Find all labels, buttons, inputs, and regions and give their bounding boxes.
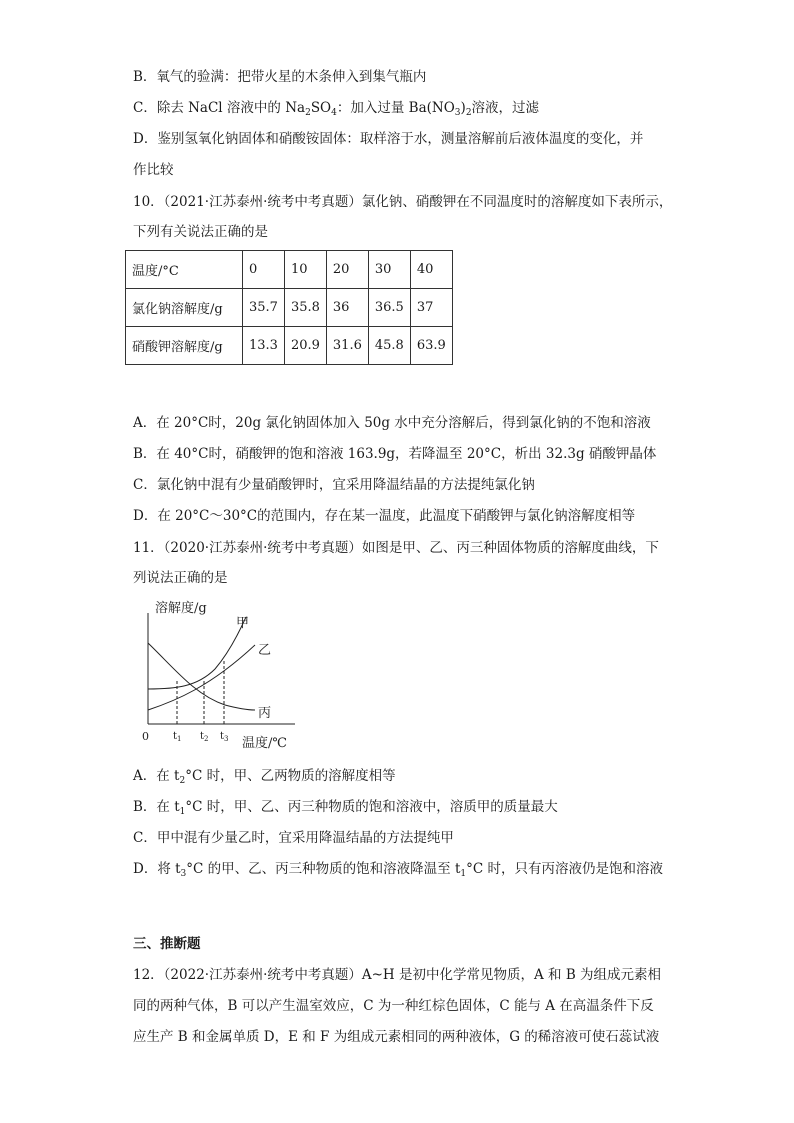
- table-cell: 20.9: [284, 327, 326, 365]
- solubility-table: [125, 250, 453, 365]
- solubility-curve-figure: [135, 597, 305, 757]
- table-cell: 20: [326, 251, 368, 289]
- q9-option-c: C．除去 NaCl 溶液中的 $Na_2SO_4$：加入过量 $Ba(NO_3)_2$溶液，过滤: [133, 100, 540, 118]
- q11-option-c: C．甲中混有少量乙时，宜采用降温结晶的方法提纯甲: [133, 830, 454, 846]
- curve-jia: [148, 617, 246, 689]
- table-cell: 63.9: [410, 327, 452, 365]
- table-cell: 氯化钠溶解度/g: [126, 289, 243, 327]
- origin-label: 0: [142, 730, 149, 743]
- q11-stem-line2: 列说法正确的是: [133, 570, 228, 586]
- q12-line2: 同的两种气体，B 可以产生温室效应，C 为一种红棕色固体，C 能与 A 在高温条件下反: [133, 998, 654, 1014]
- curve-bing: [148, 643, 255, 710]
- q12-line1: 12．（2022·江苏泰州·统考中考真题）A~H 是初中化学常见物质，A 和 B 为组成元素相: [133, 967, 662, 983]
- curve-yi-label: 乙: [258, 643, 272, 658]
- curve-bing-label: 丙: [258, 706, 272, 721]
- table-cell: 0: [243, 251, 285, 289]
- curve-yi: [148, 645, 255, 710]
- table-cell: 硝酸钾溶解度/g: [126, 327, 243, 365]
- table-row: [126, 251, 453, 289]
- t1-label: $t_1$: [173, 731, 182, 743]
- q11-option-d: D．将 $t_3^\circ C$ 的甲、乙、丙三种物质的饱和溶液降温至 $t_1^\circ C$ 时，只有丙溶液仍是饱和溶液: [133, 861, 663, 879]
- q10-option-d: D．在 20°C～30°C的范围内，存在某一温度，此温度下硝酸钾与氯化钠溶解度相等: [133, 508, 636, 524]
- table-cell: 36: [326, 289, 368, 327]
- q11-option-a: A．在 $t_2^\circ C$ 时，甲、乙两物质的溶解度相等: [133, 768, 396, 786]
- table-cell: 温度/°C: [126, 251, 243, 289]
- section-heading: 三、推断题: [133, 936, 201, 952]
- q9-option-d-line1: D．鉴别氢氧化钠固体和硝酸铵固体：取样溶于水，测量溶解前后液体温度的变化，并: [133, 131, 644, 147]
- q10-stem-line1: 10．（2021·江苏泰州·统考中考真题）氯化钠、硝酸钾在不同温度时的溶解度如下表所示，: [133, 194, 673, 210]
- x-axis-label: 温度/℃: [242, 736, 287, 751]
- q9-option-b: B．氧气的验满：把带火星的木条伸入到集气瓶内: [133, 69, 427, 85]
- table-row: [126, 289, 453, 327]
- table-row: [126, 327, 453, 365]
- table-cell: 35.8: [284, 289, 326, 327]
- table-cell: 40: [410, 251, 452, 289]
- table-cell: 10: [284, 251, 326, 289]
- table-cell: 37: [410, 289, 452, 327]
- table-cell: 13.3: [243, 327, 285, 365]
- q10-option-c: C．氯化钠中混有少量硝酸钾时，宜采用降温结晶的方法提纯氯化钠: [133, 477, 535, 493]
- t3-label: $t_3$: [220, 731, 229, 743]
- q10-option-b: B．在 40°C时，硝酸钾的饱和溶液 163.9g，若降温至 20°C，析出 32.3g 硝酸钾晶体: [133, 446, 657, 462]
- table-cell: 31.6: [326, 327, 368, 365]
- table-cell: 45.8: [368, 327, 410, 365]
- q12-line3: 应生产 B 和金属单质 D，E 和 F 为组成元素相同的两种液体，G 的稀溶液可使石蕊试液: [133, 1029, 660, 1045]
- table-cell: 30: [368, 251, 410, 289]
- t2-label: $t_2$: [200, 731, 209, 743]
- table-cell: 36.5: [368, 289, 410, 327]
- q11-stem-line1: 11．（2020·江苏泰州·统考中考真题）如图是甲、乙、丙三种固体物质的溶解度曲线，下: [133, 540, 659, 556]
- q11-option-b: B．在 $t_1^\circ C$ 时，甲、乙、丙三种物质的饱和溶液中，溶质甲的质量最大: [133, 799, 558, 817]
- table-cell: 35.7: [243, 289, 285, 327]
- q9-option-d-line2: 作比较: [133, 162, 174, 178]
- curve-jia-label: 甲: [236, 616, 250, 631]
- q10-stem-line2: 下列有关说法正确的是: [133, 224, 268, 240]
- q10-option-a: A．在 20°C时，20g 氯化钠固体加入 50g 水中充分溶解后，得到氯化钠的不饱和溶液: [133, 415, 651, 431]
- y-axis-label: 溶解度/g: [155, 601, 207, 616]
